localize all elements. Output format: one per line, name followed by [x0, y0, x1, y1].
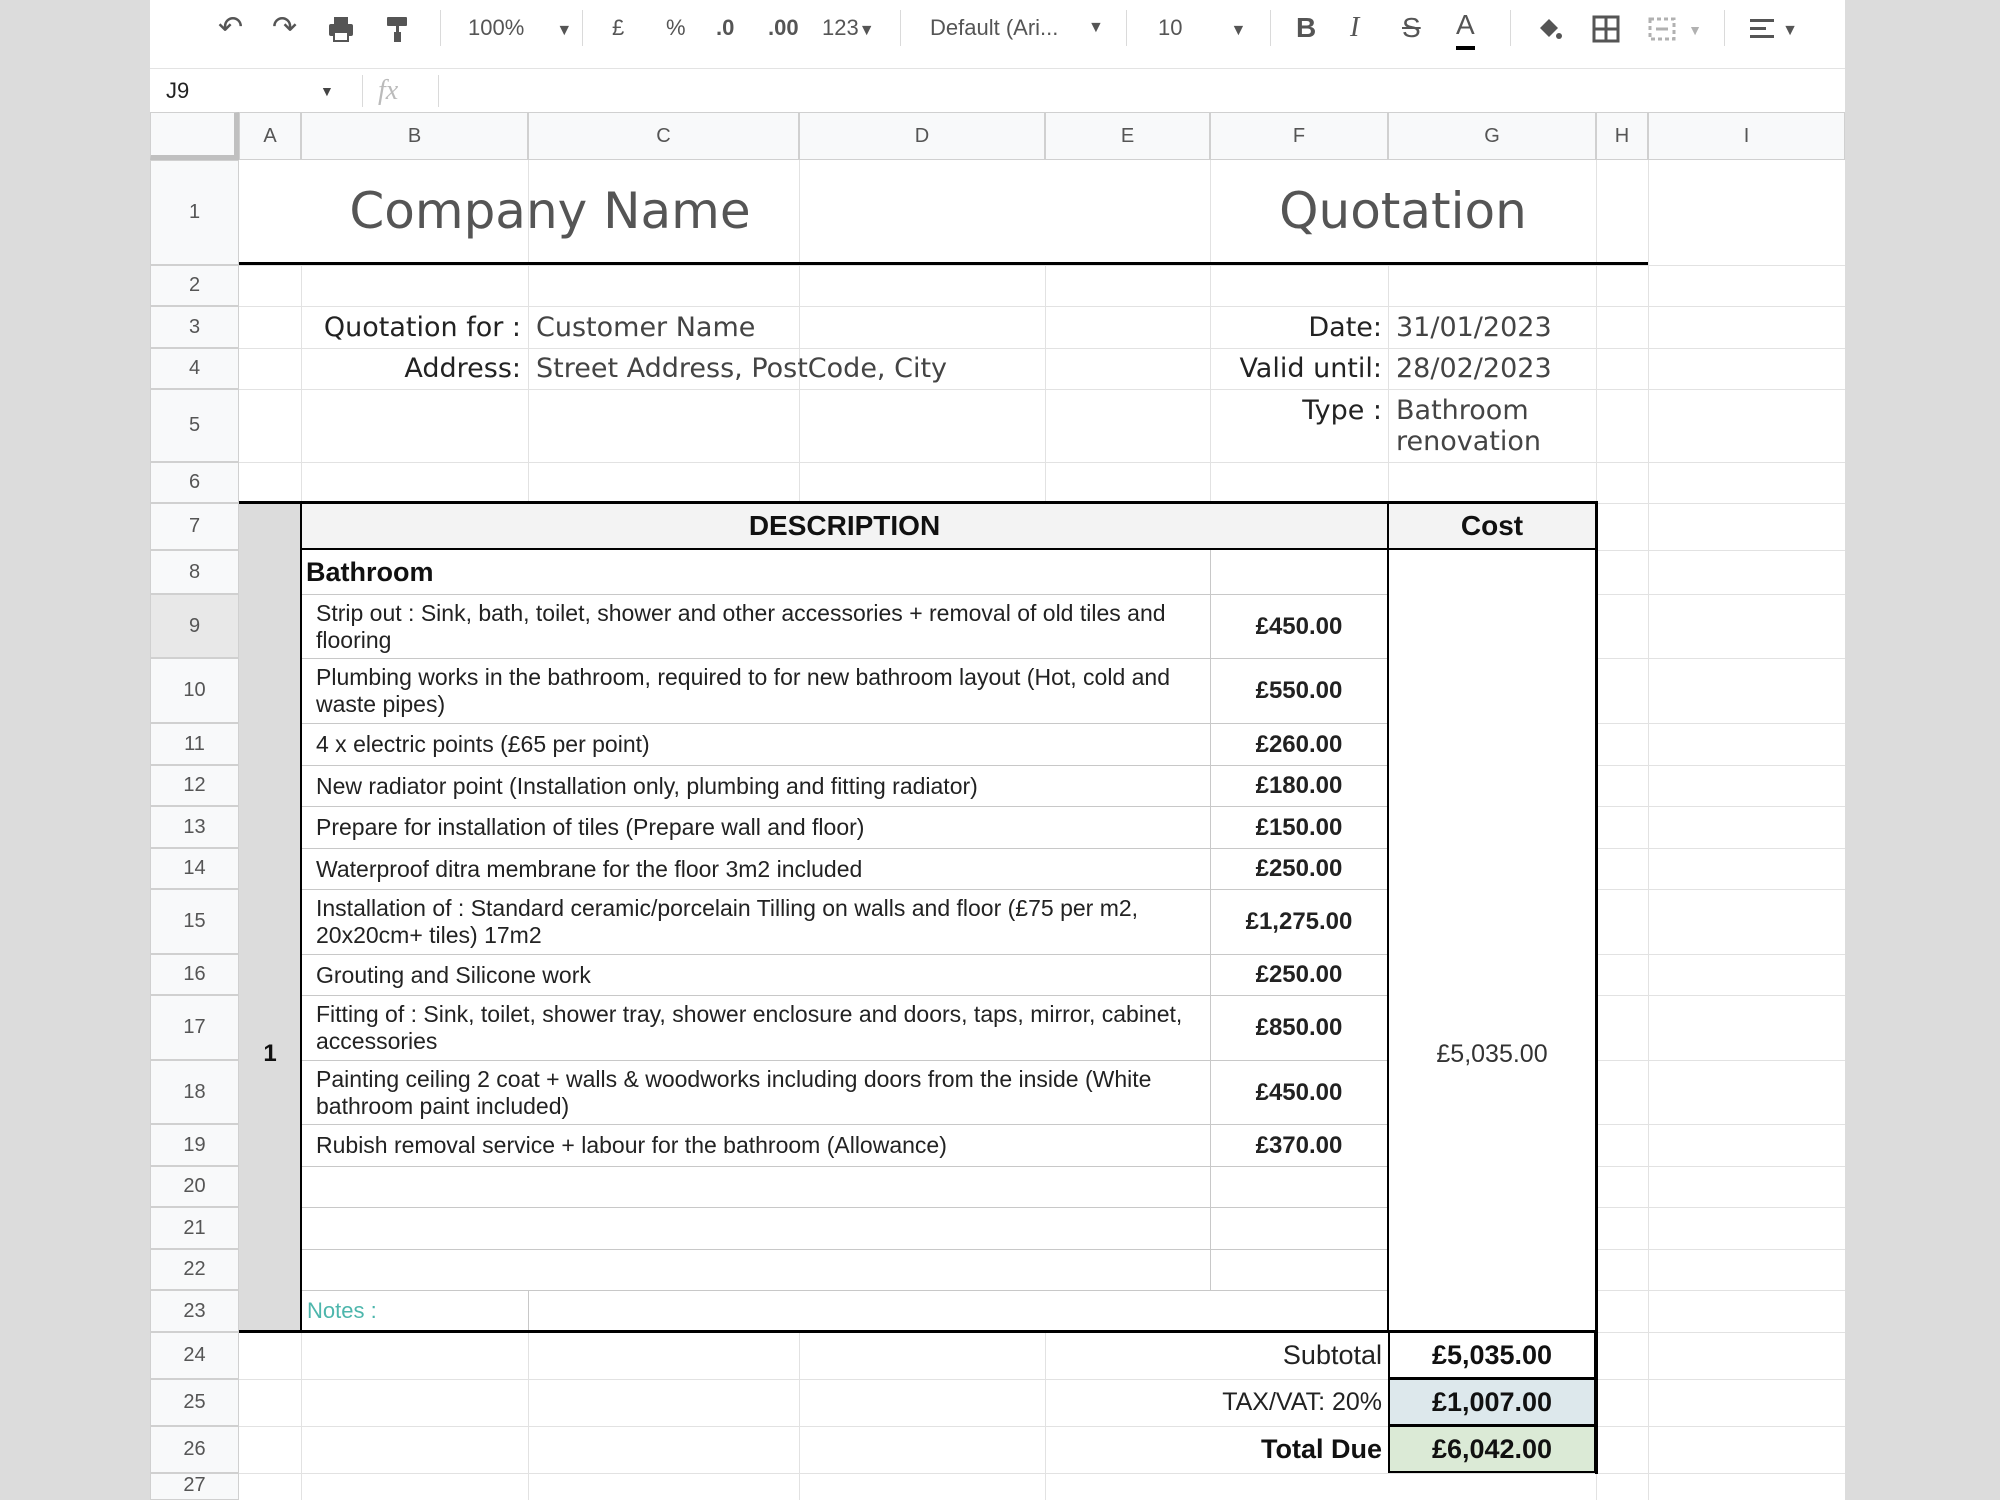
customer-name: Customer Name [536, 311, 756, 343]
column-header-b[interactable]: B [301, 112, 528, 160]
column-header-e[interactable]: E [1045, 112, 1210, 160]
bold-button[interactable]: B [1296, 12, 1317, 43]
row-header-21[interactable]: 21 [150, 1207, 239, 1249]
currency-format-button[interactable]: £ [612, 15, 625, 40]
line-item-description: Installation of : Standard ceramic/porcelain Tilling on walls and floor (£75 per m2, 20x20cm+ tiles) 17m2 [316, 895, 1139, 948]
print-icon[interactable] [326, 6, 356, 50]
line-item-description: Rubish removal service + labour for the bathroom (Allowance) [316, 1132, 947, 1158]
tax-value: £1,007.00 [1431, 1387, 1553, 1417]
line-item-price: £450.00 [1255, 1078, 1343, 1106]
formula-input[interactable] [450, 69, 1830, 113]
line-item-description: Fitting of : Sink, toilet, shower tray, shower enclosure and doors, taps, mirror, cabinet, accessories [316, 1001, 1183, 1054]
line-item-price: £180.00 [1255, 772, 1343, 799]
row-header-13[interactable]: 13 [150, 806, 239, 848]
font-chevron-down-icon[interactable]: ▼ [1088, 19, 1104, 36]
row-header-25[interactable]: 25 [150, 1379, 239, 1426]
more-formats-button[interactable]: 123▼ [822, 15, 875, 40]
font-select[interactable]: Default (Ari... [930, 15, 1059, 40]
decrease-decimal-button[interactable]: .0 [716, 15, 735, 40]
line-item-price: £450.00 [1255, 612, 1343, 640]
date-label: Date: [1308, 311, 1382, 343]
increase-decimal-button[interactable]: .00 [768, 15, 799, 40]
name-box-chevron-down-icon[interactable]: ▼ [320, 83, 334, 99]
row-header-2[interactable]: 2 [150, 265, 239, 306]
row-header-27[interactable]: 27 [150, 1473, 239, 1500]
line-item-description: Grouting and Silicone work [316, 961, 591, 988]
align-icon[interactable]: ▼ [1748, 6, 1798, 50]
total-due-value: £6,042.00 [1431, 1434, 1553, 1464]
toolbar [150, 0, 1845, 56]
select-all-corner[interactable] [150, 112, 239, 160]
italic-button[interactable]: I [1350, 12, 1360, 43]
document-title: Quotation [1279, 182, 1527, 240]
fill-color-icon[interactable] [1534, 6, 1564, 50]
column-header-i[interactable]: I [1648, 112, 1845, 160]
tax-label: TAX/VAT: 20% [1222, 1388, 1382, 1416]
quotation-for-label: Quotation for : [323, 311, 521, 343]
row-header-6[interactable]: 6 [150, 462, 239, 503]
address-label: Address: [404, 353, 521, 384]
row-header-14[interactable]: 14 [150, 848, 239, 889]
row-header-3[interactable]: 3 [150, 306, 239, 348]
row-header-5[interactable]: 5 [150, 389, 239, 462]
subtotal-label: Subtotal [1282, 1340, 1382, 1370]
column-header-d[interactable]: D [799, 112, 1045, 160]
section-cost: £5,035.00 [1436, 1039, 1548, 1068]
line-item-price: £250.00 [1255, 855, 1343, 882]
line-item-price: £370.00 [1255, 1131, 1343, 1159]
row-header-4[interactable]: 4 [150, 348, 239, 389]
row-header-24[interactable]: 24 [150, 1332, 239, 1379]
strikethrough-button[interactable]: S [1402, 12, 1421, 43]
row-header-17[interactable]: 17 [150, 995, 239, 1060]
row-header-7[interactable]: 7 [150, 503, 239, 550]
row-header-8[interactable]: 8 [150, 550, 239, 594]
column-header-a[interactable]: A [239, 112, 301, 160]
type-label: Type : [1302, 394, 1382, 426]
name-box[interactable]: J9 [166, 78, 190, 103]
row-header-10[interactable]: 10 [150, 658, 239, 723]
zoom-select[interactable]: 100% ▼ [468, 15, 573, 40]
line-item-price: £250.00 [1255, 961, 1343, 988]
valid-until-label: Valid until: [1239, 353, 1382, 384]
row-header-1[interactable]: 1 [150, 160, 239, 265]
column-header-c[interactable]: C [528, 112, 799, 160]
fx-icon: fx [378, 75, 399, 106]
section-number-column [239, 503, 301, 1332]
row-header-20[interactable]: 20 [150, 1166, 239, 1207]
row-header-22[interactable]: 22 [150, 1249, 239, 1290]
spreadsheet-app [150, 0, 1845, 1500]
line-item-description: Painting ceiling 2 coat + walls & woodworks including doors from the inside (White bathroom paint included) [316, 1065, 1152, 1119]
row-header-16[interactable]: 16 [150, 954, 239, 995]
row-header-23[interactable]: 23 [150, 1290, 239, 1332]
undo-icon[interactable]: ↶ [218, 11, 244, 44]
total-due-label: Total Due [1261, 1434, 1382, 1464]
section-title: Bathroom [306, 556, 434, 587]
line-item-price: £550.00 [1255, 677, 1343, 704]
row-header-15[interactable]: 15 [150, 889, 239, 954]
sheet-grid [150, 112, 1845, 1500]
line-item-description: New radiator point (Installation only, plumbing and fitting radiator) [316, 772, 978, 799]
row-header-26[interactable]: 26 [150, 1426, 239, 1473]
line-item-description: Plumbing works in the bathroom, required to for new bathroom layout (Hot, cold and waste pipes) [316, 664, 1170, 717]
formula-bar [150, 68, 1845, 112]
column-header-f[interactable]: F [1210, 112, 1388, 160]
subtotal-value: £5,035.00 [1431, 1340, 1553, 1370]
line-item-price: £1,275.00 [1245, 908, 1353, 935]
column-header-g[interactable]: G [1388, 112, 1596, 160]
valid-until-date: 28/02/2023 [1396, 353, 1552, 384]
row-header-9[interactable]: 9 [150, 594, 239, 658]
percent-format-button[interactable]: % [666, 15, 686, 40]
font-size-select[interactable]: 10 ▼ [1158, 15, 1247, 40]
column-header-h[interactable]: H [1596, 112, 1648, 160]
quotation-date: 31/01/2023 [1396, 311, 1552, 343]
line-item-description: Waterproof ditra membrane for the floor 3m2 included [316, 855, 863, 882]
cost-header: Cost [1460, 509, 1524, 541]
paint-format-icon[interactable] [384, 6, 412, 50]
merge-cells-icon[interactable]: ▼ [1648, 6, 1702, 50]
company-name: Company Name [349, 182, 751, 240]
line-item-price: £150.00 [1255, 813, 1343, 841]
customer-address: Street Address, PostCode, City [536, 353, 948, 384]
line-item-description: Strip out : Sink, bath, toilet, shower and other accessories + removal of old tiles and flooring [316, 599, 1166, 653]
section-number: 1 [263, 1040, 277, 1067]
row-header-19[interactable]: 19 [150, 1124, 239, 1166]
row-header-18[interactable]: 18 [150, 1060, 239, 1124]
redo-icon[interactable]: ↷ [272, 11, 298, 44]
text-color-button[interactable]: A [1456, 6, 1475, 50]
description-header: DESCRIPTION [748, 509, 941, 541]
line-item-price: £850.00 [1255, 1014, 1343, 1041]
borders-icon[interactable] [1592, 6, 1620, 50]
notes-label: Notes : [307, 1298, 377, 1323]
line-item-description: Prepare for installation of tiles (Prepare wall and floor) [316, 814, 865, 840]
line-item-description: 4 x electric points (£65 per point) [316, 731, 650, 757]
row-header-12[interactable]: 12 [150, 765, 239, 806]
line-item-price: £260.00 [1255, 730, 1343, 758]
row-header-11[interactable]: 11 [150, 723, 239, 765]
quotation-type: Bathroom renovation [1396, 394, 1541, 457]
